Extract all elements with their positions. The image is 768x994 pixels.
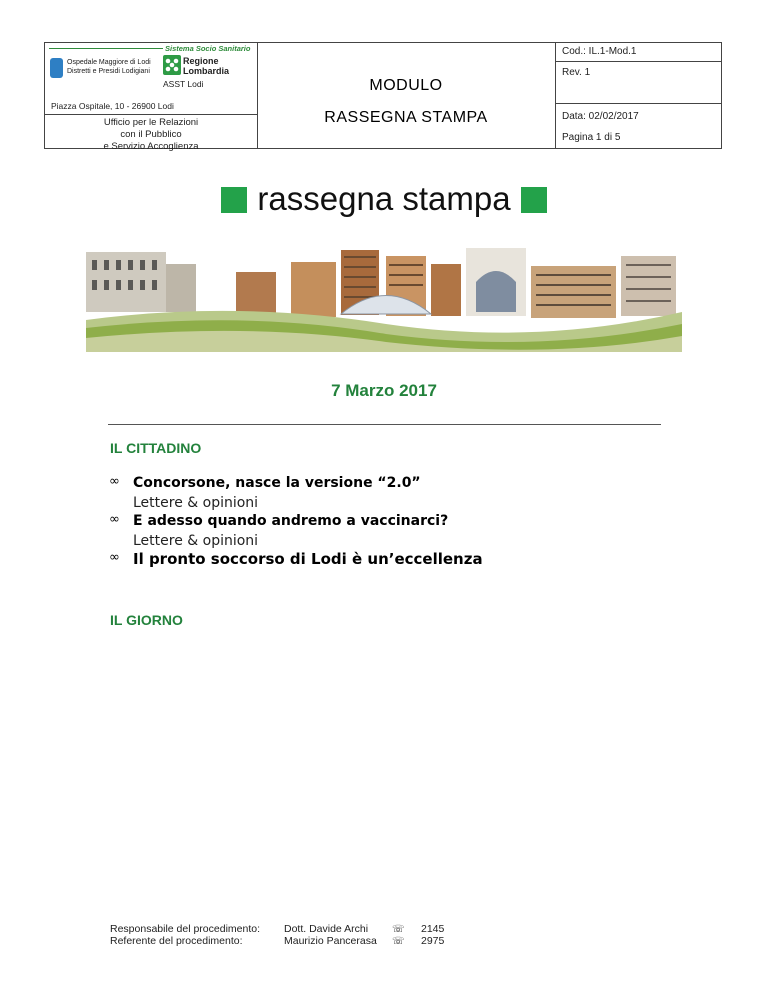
regione-name bbox=[183, 56, 229, 76]
revision-label: Rev. 1 bbox=[562, 67, 591, 78]
referente-phone: 2975 bbox=[421, 934, 445, 947]
regione-line1: Regione bbox=[183, 56, 219, 66]
ospedale-name bbox=[67, 58, 151, 76]
modulo-title: MODULO bbox=[369, 77, 443, 94]
ospedale-line1: Ospedale Maggiore di Lodi bbox=[67, 59, 151, 66]
green-square-icon bbox=[221, 187, 247, 213]
footer-names bbox=[284, 924, 377, 947]
asst-label: ASST Lodi bbox=[163, 79, 204, 89]
section-title-il-cittadino: IL CITTADINO bbox=[110, 440, 202, 456]
regione-line2: Lombardia bbox=[183, 66, 230, 76]
banner bbox=[0, 180, 768, 218]
ospedale-logo-icon bbox=[50, 58, 63, 78]
hospital-buildings-image bbox=[86, 242, 682, 352]
article-headline[interactable]: Il pronto soccorso di Lodi è un’eccellenza bbox=[133, 550, 483, 568]
logo-block bbox=[45, 43, 257, 99]
cell-divider bbox=[555, 103, 721, 104]
ospedale-line2: Distretti e Presidi Lodigiani bbox=[67, 68, 150, 75]
ufficio-line3: e Servizio Accoglienza bbox=[103, 141, 199, 152]
article-category: Lettere & opinioni bbox=[133, 533, 259, 549]
rassegna-stampa-title: RASSEGNA STAMPA bbox=[324, 109, 488, 126]
green-square-icon bbox=[521, 187, 547, 213]
sistema-label: Sistema Socio Sanitario bbox=[165, 44, 251, 53]
separator-line bbox=[108, 424, 661, 425]
phone-icon: ☏ bbox=[392, 924, 405, 935]
bullet-icon: ∞ bbox=[109, 512, 120, 527]
ufficio-line1: Ufficio per le Relazioni bbox=[103, 117, 199, 128]
footer-phone-icons bbox=[392, 924, 405, 947]
article-item[interactable] bbox=[109, 474, 421, 492]
bullet-icon: ∞ bbox=[109, 474, 120, 489]
ufficio-line2: con il Pubblico bbox=[120, 129, 182, 140]
responsabile-phone: 2145 bbox=[421, 923, 445, 935]
header-right-cell bbox=[555, 43, 721, 148]
header-left-cell bbox=[45, 43, 258, 152]
address: Piazza Ospitale, 10 - 26900 Lodi bbox=[51, 101, 174, 111]
cell-divider bbox=[555, 61, 721, 62]
responsabile-label: Responsabile del procedimento: bbox=[110, 923, 261, 935]
press-date: 7 Marzo 2017 bbox=[331, 381, 437, 400]
ufficio-label bbox=[45, 114, 257, 153]
article-headline[interactable]: E adesso quando andremo a vaccinarci? bbox=[133, 513, 449, 529]
article-item[interactable] bbox=[109, 495, 449, 530]
footer-labels bbox=[110, 924, 260, 947]
bullet-icon: ∞ bbox=[109, 550, 120, 565]
date-label: Data: 02/02/2017 bbox=[562, 111, 639, 122]
footer-phones bbox=[421, 924, 444, 947]
referente-name: Maurizio Pancerasa bbox=[284, 934, 377, 947]
responsabile-name: Dott. Davide Archi bbox=[284, 923, 369, 935]
regione-lombardia-logo-icon bbox=[163, 55, 181, 75]
banner-title: rassegna stampa bbox=[257, 180, 511, 217]
code-label: Cod.: IL.1-Mod.1 bbox=[562, 46, 637, 57]
logo-rule bbox=[49, 48, 163, 49]
article-headline[interactable]: Concorsone, nasce la versione “2.0” bbox=[133, 475, 421, 491]
header-table bbox=[44, 42, 722, 152]
article-category: Lettere & opinioni bbox=[133, 495, 259, 511]
phone-icon: ☏ bbox=[392, 935, 405, 947]
page-label: Pagina 1 di 5 bbox=[562, 132, 621, 143]
section-title-il-giorno: IL GIORNO bbox=[110, 612, 183, 628]
article-item[interactable] bbox=[109, 533, 483, 568]
referente-label: Referente del procedimento: bbox=[110, 934, 243, 947]
header-mid-cell bbox=[257, 43, 556, 148]
